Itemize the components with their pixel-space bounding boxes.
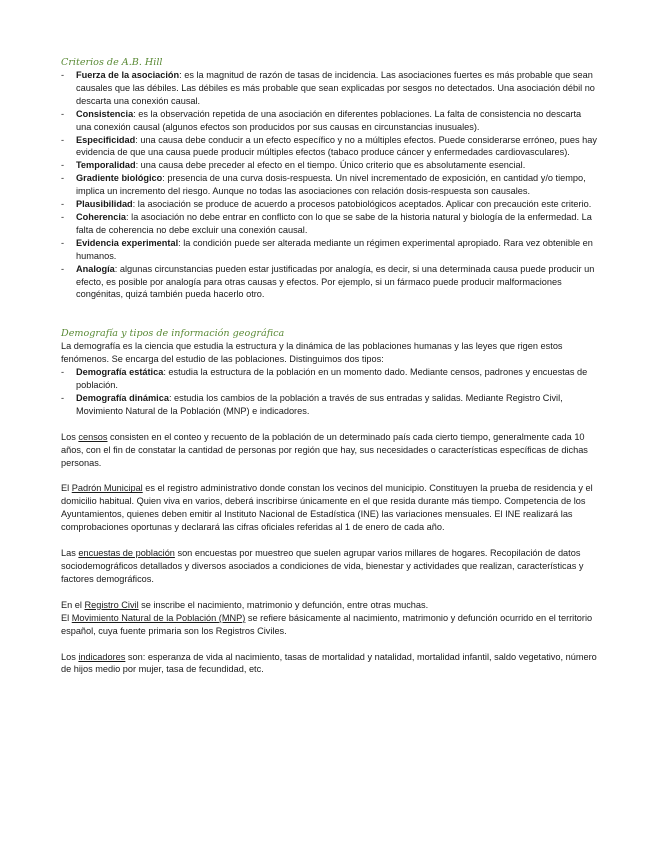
criterion-text: : una causa debe conducir a un efecto específico y no a múltiples efectos. Puede considerarse erróneo, pues hay evidencia de que una causa puede producir múltiples efectos (tabaco produce cáncer y enfermedades cardiovasculares). xyxy=(76,134,597,158)
padron-paragraph: El Padrón Municipal es el registro administrativo donde constan los vecinos del municipio. Constituyen la prueba de residencia y el domicilio habitual. Quien viva en varios, deberá inscribirse únicamente en el que resida durante más tiempo. Competencia de los Ayuntamientos, quienes deben emitir al Instituto Nacional de Estadística (INE) las variaciones mensuales. El INE realizará las comprobaciones oportunas y declarará las cifras oficiales referidas al 1 de enero de cada año. xyxy=(61,483,593,533)
document-content xyxy=(61,56,597,676)
criterion-text: : es la magnitud de razón de tasas de incidencia. Las asociaciones fuertes es más probable que sean causales que las débiles. Las débiles es más probable que sean explicadas por sesgos no detectados. Una asociación débil no descarta una conexión causal. xyxy=(76,70,595,106)
censos-paragraph: Los censos consisten en el conteo y recuento de la población de un determinado país cada cierto tiempo, generalmente cada 10 años, con el fin de constatar la cantidad de personas por región que hay, sus necesidades o características específicas de dichas personas. xyxy=(61,431,588,468)
list-item xyxy=(61,134,597,160)
indicadores-paragraph: Los indicadores son: esperanza de vida al nacimiento, tasas de mortalidad y natalidad, mortalidad infantil, saldo vegetativo, número de hijos medio por mujer, tasa de fecundidad, etc. xyxy=(61,651,597,675)
list-item xyxy=(61,263,597,302)
criterion-text: : presencia de una curva dosis-respuesta. Un nivel incrementado de exposición, en cantidad y/o tiempo, implica un incremento del riesgo. Aunque no todas las asociaciones con relación dosis-respuesta son causales. xyxy=(76,173,586,197)
criterion-term: Analogía xyxy=(76,263,115,274)
encuestas-term: encuestas de población xyxy=(78,548,175,559)
type-term: Demografía estática xyxy=(76,367,164,378)
criterion-term: Gradiente biológico xyxy=(76,173,163,184)
list-item xyxy=(61,69,597,108)
criterion-text: : la condición puede ser alterada mediante un régimen experimental apropiado. Rara vez obtenible en humanos. xyxy=(76,237,593,261)
criterion-text: : una causa debe preceder al efecto en el tiempo. Único criterio que es absolutamente esencial. xyxy=(135,160,526,171)
list-item xyxy=(61,198,597,211)
criterion-term: Fuerza de la asociación xyxy=(76,70,180,80)
criterion-term: Coherencia xyxy=(76,211,127,222)
criterion-term: Evidencia experimental xyxy=(76,237,179,248)
criterion-term: Consistencia xyxy=(76,108,134,119)
criterion-term: Plausibilidad xyxy=(76,199,133,210)
list-item xyxy=(61,392,597,418)
criterion-text: : la asociación no debe entrar en conflicto con lo que se sabe de la historia natural y biología de la enfermedad. La falta de coherencia no debe excluir una conexión causal. xyxy=(76,211,592,235)
registro-paragraph: En el Registro Civil se inscribe el nacimiento, matrimonio y defunción, entre otras muchas. xyxy=(61,599,429,610)
padron-term: Padrón Municipal xyxy=(71,483,143,494)
list-item xyxy=(61,108,597,134)
list-item xyxy=(61,211,597,237)
mnp-paragraph: El Movimiento Natural de la Población (MNP) se refiere básicamente al nacimiento, matrimonio y defunción ocurrido en el territorio español, cuya fuente primaria son los Registros Civiles. xyxy=(61,612,593,636)
list-item xyxy=(61,172,597,198)
criterion-text: : la asociación se produce de acuerdo a procesos patobiológicos aceptados. Aplicar con precaución este criterio. xyxy=(132,199,592,210)
list-item xyxy=(61,366,597,392)
demografia-intro: La demografía es la ciencia que estudia la estructura y la dinámica de las poblaciones humanas y las leyes que rigen estos fenómenos. Se encarga del estudio de las poblaciones. Distinguimos dos tipos: xyxy=(61,341,563,365)
mnp-term: Movimiento Natural de la Población (MNP) xyxy=(71,612,246,623)
section-heading-hill: Criterios de A.B. Hill xyxy=(61,57,163,68)
encuestas-paragraph: Las encuestas de población son encuestas por muestreo que suelen agrupar varios millares de hogares. Recopilación de datos sociodemográficos detallados y diversos asociados a condiciones de vida, bienestar y actividades que realizan, características y factores demográficos. xyxy=(61,548,584,584)
criterion-term: Especificidad xyxy=(76,134,136,145)
criterion-text: : algunas circunstancias pueden estar justificadas por analogía, es decir, si una determinada causa puede producir un efecto, es posible por analogía para otras causas y efectos. Por ejemplo, si un fármaco puede producir malformaciones congénitas, quizá también pueda hacerlo otro. xyxy=(76,263,595,300)
indicadores-term: indicadores xyxy=(78,651,126,662)
demografia-types-list xyxy=(61,366,597,418)
section-heading-demografia: Demografía y tipos de información geográfica xyxy=(61,328,285,340)
type-text: : estudia la estructura de la población en un momento dado. Mediante censos, padrones y encuestas de población. xyxy=(76,367,588,391)
criterion-text: : es la observación repetida de una asociación en diferentes poblaciones. La falta de consistencia no descarta una conexión causal (algunos efectos son producidos por sus causas en circunstancias inusuales). xyxy=(76,108,582,132)
type-text: : estudia los cambios de la población a través de sus entradas y salidas. Mediante Registro Civil, Movimiento Natural de la Población (MNP) e indicadores. xyxy=(76,392,563,416)
list-item xyxy=(61,237,597,263)
list-item xyxy=(61,159,597,172)
criterion-term: Temporalidad xyxy=(76,160,136,171)
type-term: Demografía dinámica xyxy=(76,392,169,403)
hill-criteria-list xyxy=(61,69,597,301)
registro-term: Registro Civil xyxy=(84,599,139,610)
censos-term: censos xyxy=(78,431,108,442)
